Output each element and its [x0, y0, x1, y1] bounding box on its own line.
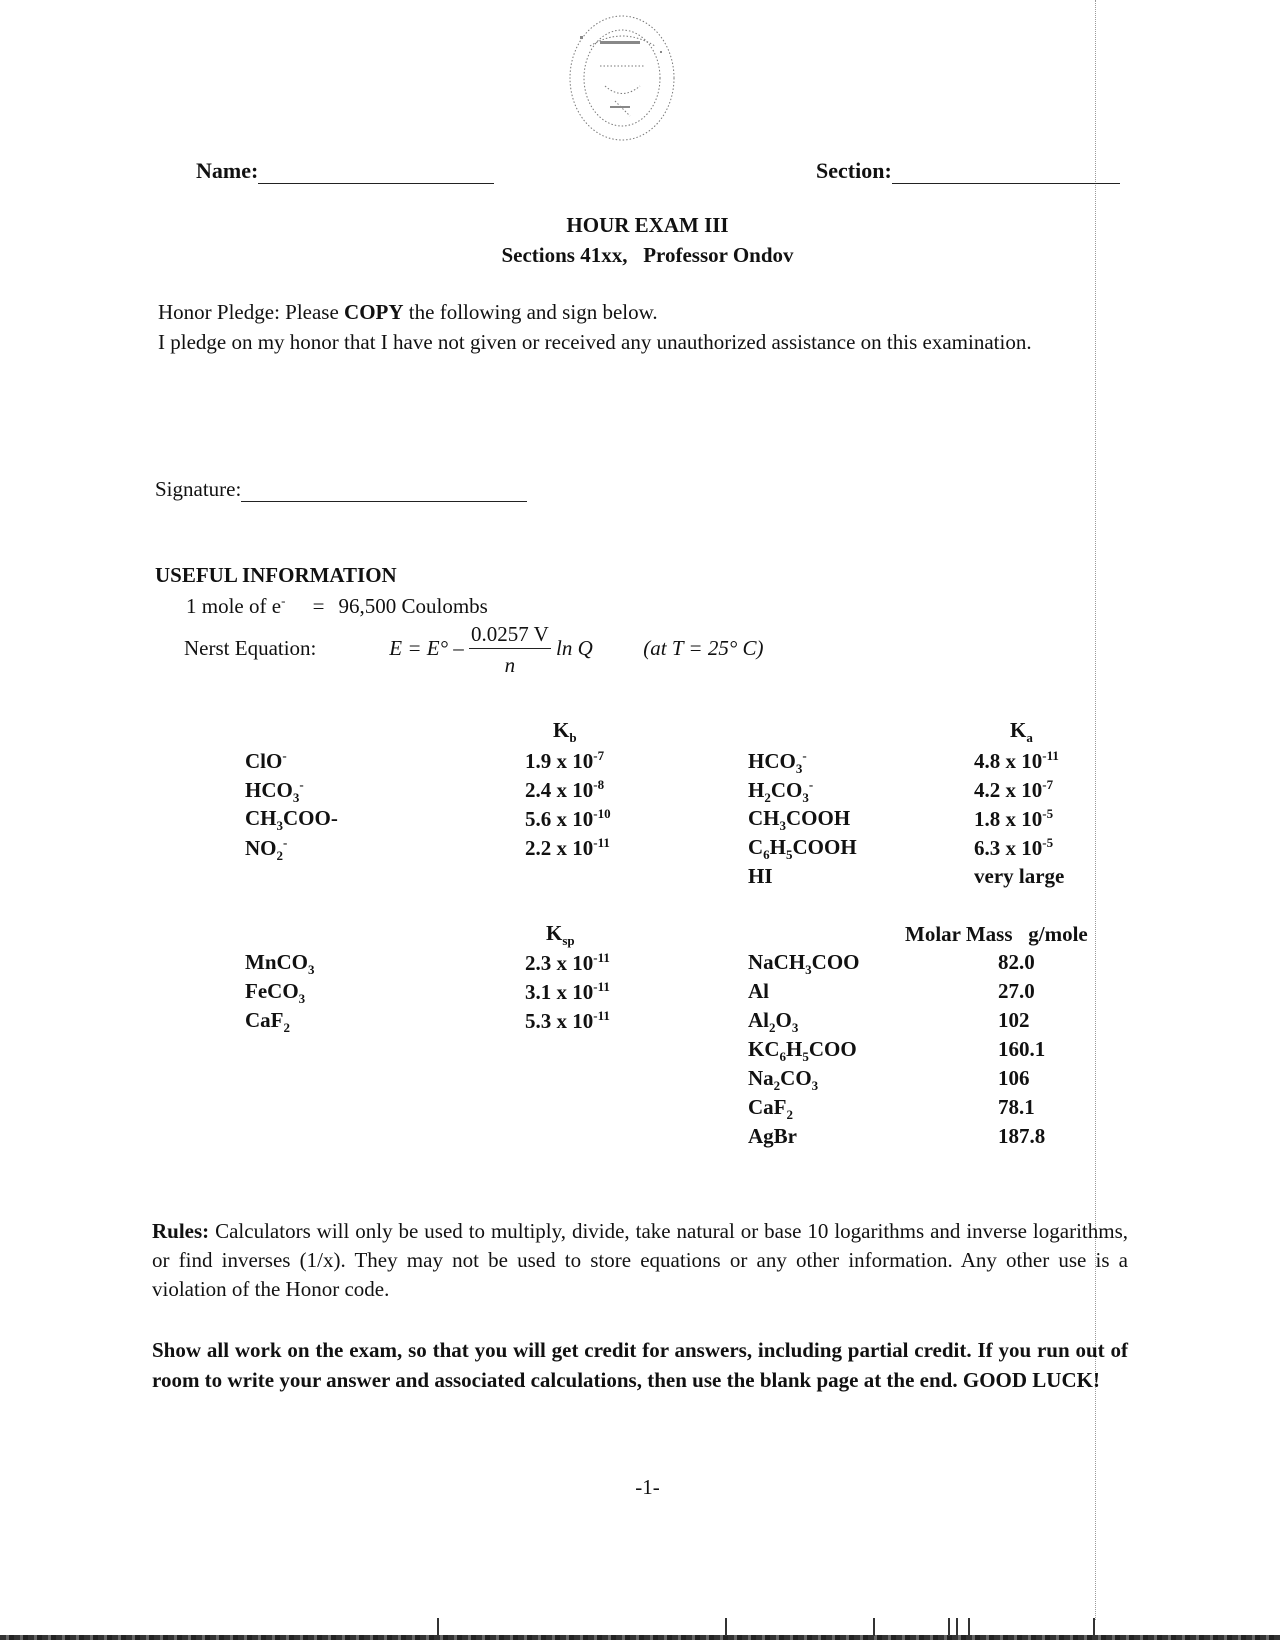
constant-value: 106	[998, 1066, 1030, 1090]
formula-subscript: 3	[276, 818, 283, 834]
signature-field[interactable]	[155, 477, 527, 502]
constant-value: 187.8	[998, 1124, 1046, 1148]
chem-formula: $CH_3COOH$	[748, 806, 851, 834]
chem-formula: $Al_2O_3$	[748, 1008, 799, 1036]
pledge-instruction: Honor Pledge: Please COPY the following and sign below.	[158, 300, 658, 324]
constant-value: 2.3 x $10^{-11}$	[525, 950, 610, 975]
formula-subscript: 2	[764, 790, 771, 806]
formula-charge: -	[808, 777, 814, 792]
kb-table	[245, 748, 615, 864]
formula-subscript: 3	[791, 1020, 799, 1036]
chem-formula: $C_6H_5COOH$	[748, 835, 857, 863]
signature-line[interactable]	[241, 479, 527, 502]
name-line[interactable]	[258, 161, 494, 184]
constant-value: 2.4 x $10^{-8}$	[525, 777, 605, 802]
table-row	[748, 950, 1088, 979]
name-label: Name:	[196, 158, 259, 183]
table-row	[748, 1037, 1088, 1066]
nernst-label: Nerst Equation:	[184, 635, 317, 660]
chem-formula: Al	[748, 979, 769, 1003]
table-row	[245, 777, 615, 806]
scan-bottom-edge	[0, 1635, 1280, 1640]
scan-tick	[968, 1618, 970, 1636]
ksp-table	[245, 950, 615, 1037]
chem-formula: ClO-	[245, 748, 287, 773]
table-row	[245, 806, 615, 835]
table-row	[245, 1008, 615, 1037]
nernst-fraction: $\frac{0.0257 V}{n}$	[470, 622, 549, 677]
constant-value: 4.2 x $10^{-7}$	[974, 777, 1054, 802]
formula-subscript: 3	[811, 1078, 819, 1094]
exponent: -11	[593, 979, 610, 994]
formula-charge: -	[283, 835, 288, 850]
formula-subscript: 5	[786, 847, 793, 863]
constant-value: 82.0	[998, 950, 1035, 974]
formula-subscript: 2	[786, 1107, 793, 1123]
table-row	[748, 806, 1064, 835]
mole-electron-line: 1 mole of e- = 96,500 Coulombs	[186, 593, 488, 618]
formula-subscript: 6	[763, 847, 770, 863]
table-row	[748, 864, 1064, 893]
useful-info-heading: USEFUL INFORMATION	[155, 563, 397, 587]
scan-tick	[948, 1618, 950, 1636]
formula-subscript: 3	[298, 991, 306, 1007]
chem-formula: $HCO_3^-$	[748, 748, 807, 777]
exponent: -11	[1042, 748, 1059, 763]
exponent: -11	[593, 1008, 610, 1023]
formula-subscript: 6	[779, 1049, 786, 1065]
ksp-header: $K_{sp}$	[546, 921, 575, 949]
constant-value: 2.2 x $10^{-11}$	[525, 835, 610, 860]
constant-value: 102	[998, 1008, 1030, 1032]
exponent: -11	[593, 835, 610, 850]
signature-label: Signature:	[155, 477, 242, 501]
nernst-rhs: ln Q	[556, 635, 593, 660]
exponent: -7	[1042, 777, 1054, 792]
chem-formula: $H_2CO_3^-$	[748, 777, 814, 806]
constant-value: 27.0	[998, 979, 1035, 1003]
chem-formula: $KC_6H_5COO$	[748, 1037, 857, 1065]
exponent: -5	[1042, 835, 1054, 850]
pledge-text: I pledge on my honor that I have not given or received any unauthorized assistance on this examination.	[158, 330, 1032, 354]
scan-tick	[873, 1618, 875, 1636]
table-row	[748, 1095, 1088, 1124]
section-field[interactable]	[816, 158, 1120, 184]
table-row	[748, 1008, 1088, 1037]
chem-formula: $CH_3COO-$	[245, 806, 338, 834]
table-row	[245, 748, 615, 777]
seal-stamp-image	[560, 6, 690, 146]
section-label: Section:	[816, 158, 892, 183]
constant-value: 5.6 x $10^{-10}$	[525, 806, 611, 831]
exam-title: HOUR EXAM III	[566, 213, 729, 237]
ka-header: $K_a$	[1010, 718, 1033, 746]
formula-subscript: 3	[292, 790, 300, 806]
chem-formula: NaCH$_3$COO	[748, 950, 860, 978]
chem-formula: MnCO$_3$	[245, 950, 315, 978]
table-row	[748, 777, 1064, 806]
exponent: -8	[593, 777, 605, 792]
molar-mass-header: Molar Mass g/mole	[905, 922, 1088, 946]
constant-value: very large	[974, 864, 1065, 888]
ka-table	[748, 748, 1064, 893]
scan-tick	[956, 1618, 958, 1636]
chem-formula: FeCO$_3$	[245, 979, 306, 1007]
rules-label: Rules:	[152, 1219, 210, 1243]
constant-value: 1.8 x $10^{-5}$	[974, 806, 1054, 831]
constant-value: 160.1	[998, 1037, 1046, 1061]
molar-mass-table	[748, 950, 1088, 1153]
constant-value: 4.8 x $10^{-11}$	[974, 748, 1059, 773]
page-number: -1-	[635, 1475, 660, 1499]
scan-tick	[1093, 1618, 1095, 1636]
formula-charge: -	[299, 777, 304, 792]
formula-subscript: 3	[308, 962, 315, 978]
kb-header: $K_b$	[553, 718, 577, 746]
formula-subscript: 3	[802, 790, 809, 806]
table-row	[748, 1124, 1088, 1153]
formula-subscript: 3	[795, 761, 803, 777]
exam-subtitle: Sections 41xx, Professor Ondov	[501, 243, 794, 267]
nernst-equation	[184, 622, 763, 678]
formula-subscript: 5	[802, 1049, 809, 1065]
formula-subscript: 2	[276, 848, 283, 864]
chem-formula: $HCO_3^-$	[245, 777, 304, 806]
table-row	[748, 979, 1088, 1008]
formula-subscript: 3	[779, 818, 786, 834]
final-instructions: Show all work on the exam, so that you will get credit for answers, including partial credit. If you run out of room to write your answer and associated calculations, then use the blank page at the end. GOOD LUCK!	[152, 1338, 1128, 1392]
exponent: -7	[593, 748, 605, 763]
scan-tick	[437, 1618, 439, 1636]
exponent: -11	[593, 950, 610, 965]
section-line[interactable]	[892, 161, 1120, 184]
formula-subscript: 2	[283, 1020, 290, 1036]
formula-subscript: 2	[773, 1078, 781, 1094]
nernst-condition: (at T = 25° C)	[643, 635, 764, 660]
constant-value: 5.3 x $10^{-11}$	[525, 1008, 610, 1033]
chem-formula: $NO_2^-$	[245, 835, 288, 864]
formula-subscript: 3	[805, 962, 812, 978]
constant-value: 3.1 x $10^{-11}$	[525, 979, 610, 1004]
table-row	[748, 835, 1064, 864]
scan-tick	[725, 1618, 727, 1636]
chem-formula: AgBr	[748, 1124, 797, 1148]
chem-formula: CaF$_2$	[748, 1095, 793, 1123]
copy-emphasis: COPY	[344, 300, 404, 324]
table-row	[245, 835, 615, 864]
formula-subscript: 2	[769, 1020, 776, 1036]
table-row	[245, 950, 615, 979]
table-row	[748, 1066, 1088, 1095]
table-row	[245, 979, 615, 1008]
constant-value: 1.9 x $10^{-7}$	[525, 748, 605, 773]
nernst-lhs: E = E° –	[389, 635, 464, 660]
constant-value: 78.1	[998, 1095, 1035, 1119]
exponent: -10	[593, 806, 611, 821]
rules-paragraph: Rules: Calculators will only be used to multiply, divide, take natural or base 10 logarithms and inverse logarithms, or find inverses (1/x). They may not be used to store equations or any other information. Any other use is a violation of the Honor code.	[152, 1219, 1128, 1301]
constant-value: 6.3 x $10^{-5}$	[974, 835, 1054, 860]
chem-formula: CaF$_2$	[245, 1008, 290, 1036]
formula-charge: -	[802, 748, 807, 763]
table-row	[748, 748, 1064, 777]
chem-formula: HI	[748, 864, 773, 888]
chem-formula: $Na_2CO_3$	[748, 1066, 819, 1094]
exponent: -5	[1042, 806, 1054, 821]
name-field[interactable]	[196, 158, 494, 184]
formula-charge: -	[282, 748, 287, 763]
